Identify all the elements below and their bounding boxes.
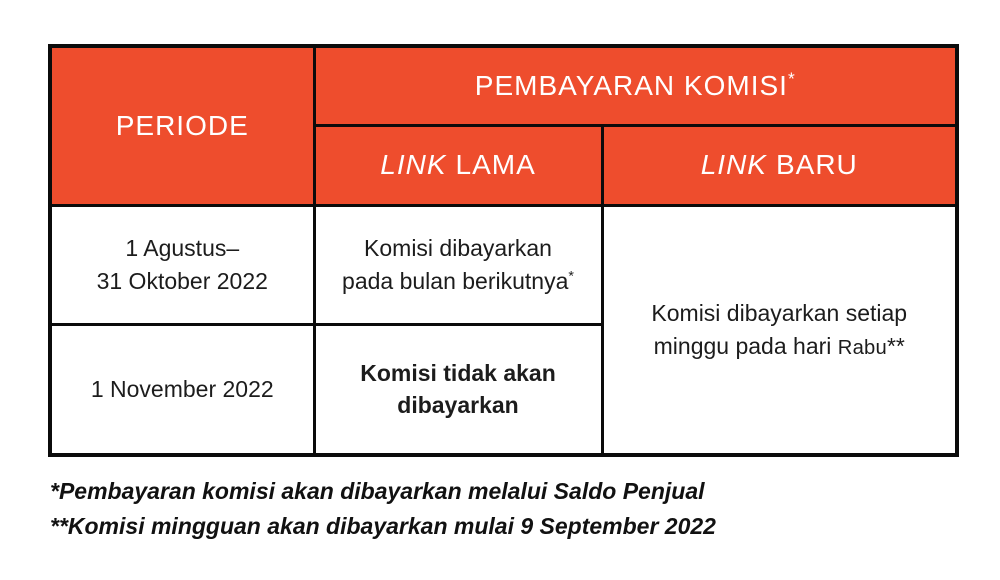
link-lama-row1-line-1: Komisi dibayarkan: [364, 234, 552, 261]
table-row-august-october: [50, 205, 957, 324]
header-cell-periode: [50, 46, 314, 205]
link-baru-line-2: minggu pada hari Rabu**: [653, 332, 905, 359]
commission-payment-table: [48, 44, 959, 457]
header-cell-link-lama: [314, 125, 602, 205]
periode-label: PERIODE: [115, 109, 249, 141]
link-baru-label: BARU: [775, 149, 858, 180]
berikutnya-asterisk: *: [568, 267, 574, 284]
link-lama-italic-word: LINK: [380, 149, 447, 180]
rabu-asterisks: **: [886, 332, 905, 359]
header-row-top: [50, 46, 957, 125]
cell-link-baru-merged: [602, 205, 957, 455]
pembayaran-komisi-label: PEMBAYARAN KOMISI: [474, 69, 788, 101]
cell-periode-november: [50, 324, 314, 455]
pembayaran-komisi-asterisk: *: [787, 68, 796, 89]
cell-link-lama-row1: [314, 205, 602, 324]
link-baru-line-1: Komisi dibayarkan setiap: [651, 300, 908, 327]
periode-november-label: 1 November 2022: [90, 375, 274, 402]
cell-link-lama-row2: [314, 324, 602, 455]
rabu-word: Rabu: [837, 336, 887, 359]
footnote-komisi-mingguan: **Komisi mingguan akan dibayarkan mulai 9 September 2022: [50, 513, 716, 539]
header-cell-link-baru: [602, 125, 957, 205]
header-cell-pembayaran-komisi: [314, 46, 957, 125]
cell-periode-agustus-oktober: [50, 205, 314, 324]
link-lama-row2-line-1: Komisi tidak akan: [360, 359, 556, 386]
periode-line-1: 1 Agustus–: [125, 234, 240, 261]
link-lama-row2-line-2: dibayarkan: [397, 392, 519, 419]
link-lama-label: LAMA: [455, 149, 536, 180]
periode-line-2: 31 Oktober 2022: [96, 267, 268, 294]
link-lama-row1-line-2: pada bulan berikutnya*: [342, 267, 574, 294]
footnotes: [50, 474, 716, 544]
link-baru-italic-word: LINK: [700, 149, 767, 180]
footnote-saldo-penjual: *Pembayaran komisi akan dibayarkan melalui Saldo Penjual: [50, 478, 705, 504]
